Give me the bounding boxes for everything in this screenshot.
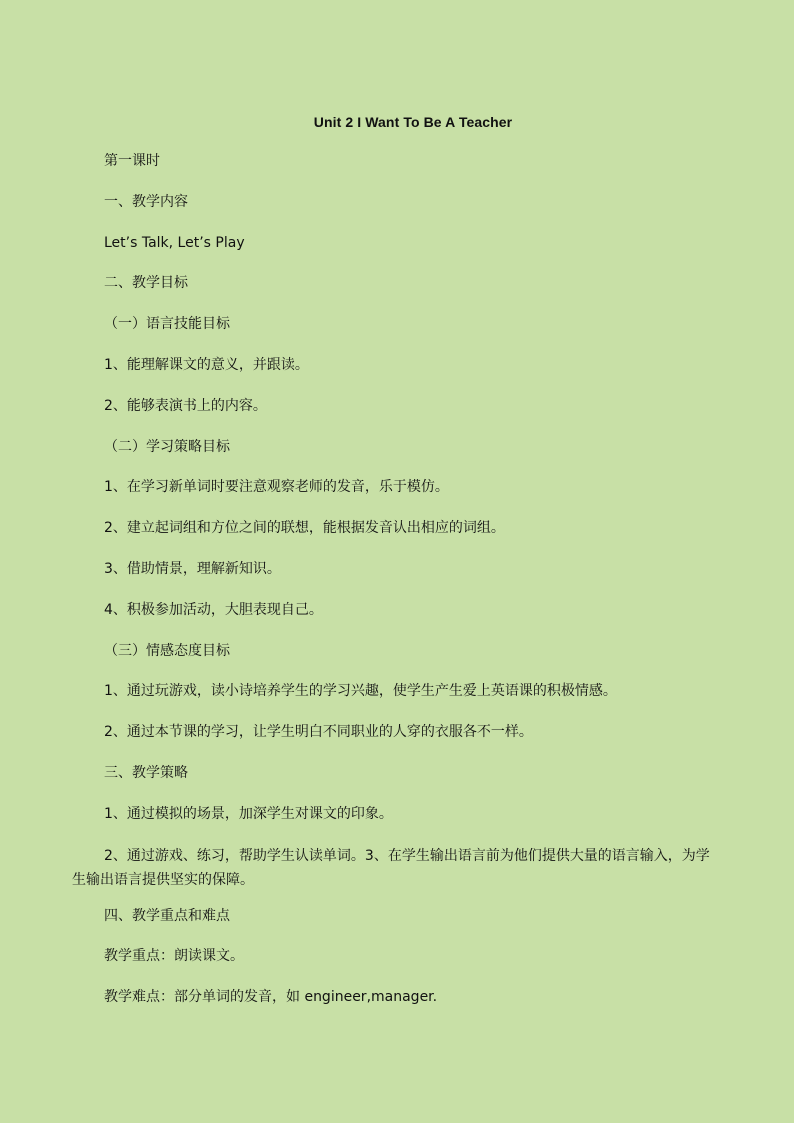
language-skill-item-2: 2、能够表演书上的内容。 bbox=[104, 397, 267, 414]
language-skill-item-1: 1、能理解课文的意义，并跟读。 bbox=[104, 356, 309, 373]
learning-strategy-item-1: 1、在学习新单词时要注意观察老师的发音，乐于模仿。 bbox=[104, 479, 449, 496]
lesson-section: 第一课时 bbox=[104, 153, 160, 169]
subheading-emotional-attitude: （三）情感态度目标 bbox=[104, 642, 230, 659]
learning-strategy-item-4: 4、积极参加活动，大胆表现自己。 bbox=[104, 601, 323, 618]
learning-strategy-item-2: 2、建立起词组和方位之间的联想，能根据发音认出相应的词组。 bbox=[104, 520, 505, 537]
document-title: Unit 2 I Want To Be A Teacher bbox=[313, 114, 513, 130]
key-point-text: 教学重点：朗读课文。 bbox=[104, 948, 244, 965]
learning-strategy-item-3: 3、借助情景，理解新知识。 bbox=[104, 560, 281, 577]
section-heading-key-points: 四、教学重点和难点 bbox=[104, 907, 230, 924]
emotional-attitude-item-1: 1、通过玩游戏，读小诗培养学生的学习兴趣，使学生产生爱上英语课的积极情感。 bbox=[104, 683, 617, 700]
subheading-language-skills: （一）语言技能目标 bbox=[104, 316, 230, 333]
teaching-content-text: Let’s Talk, Let’s Play bbox=[104, 234, 245, 251]
emotional-attitude-item-2: 2、通过本节课的学习，让学生明白不同职业的人穿的衣服各不一样。 bbox=[104, 724, 533, 741]
section-heading-teaching-strategy: 三、教学策略 bbox=[104, 764, 188, 781]
difficult-point-text: 教学难点：部分单词的发音，如 engineer,manager. bbox=[104, 989, 438, 1006]
teaching-strategy-item-2: 2、通过游戏、练习，帮助学生认读单词。3、在学生输出语言前为他们提供大量的语言输入，为学生输出语言提供坚实的保障。 bbox=[72, 847, 710, 888]
teaching-strategy-item-1: 1、通过模拟的场景，加深学生对课文的印象。 bbox=[104, 805, 393, 822]
document-body bbox=[72, 150, 722, 1027]
subheading-learning-strategy: （二）学习策略目标 bbox=[104, 438, 230, 455]
section-heading-teaching-goals: 二、教学目标 bbox=[104, 275, 188, 292]
section-heading-teaching-content: 一、教学内容 bbox=[104, 193, 188, 210]
